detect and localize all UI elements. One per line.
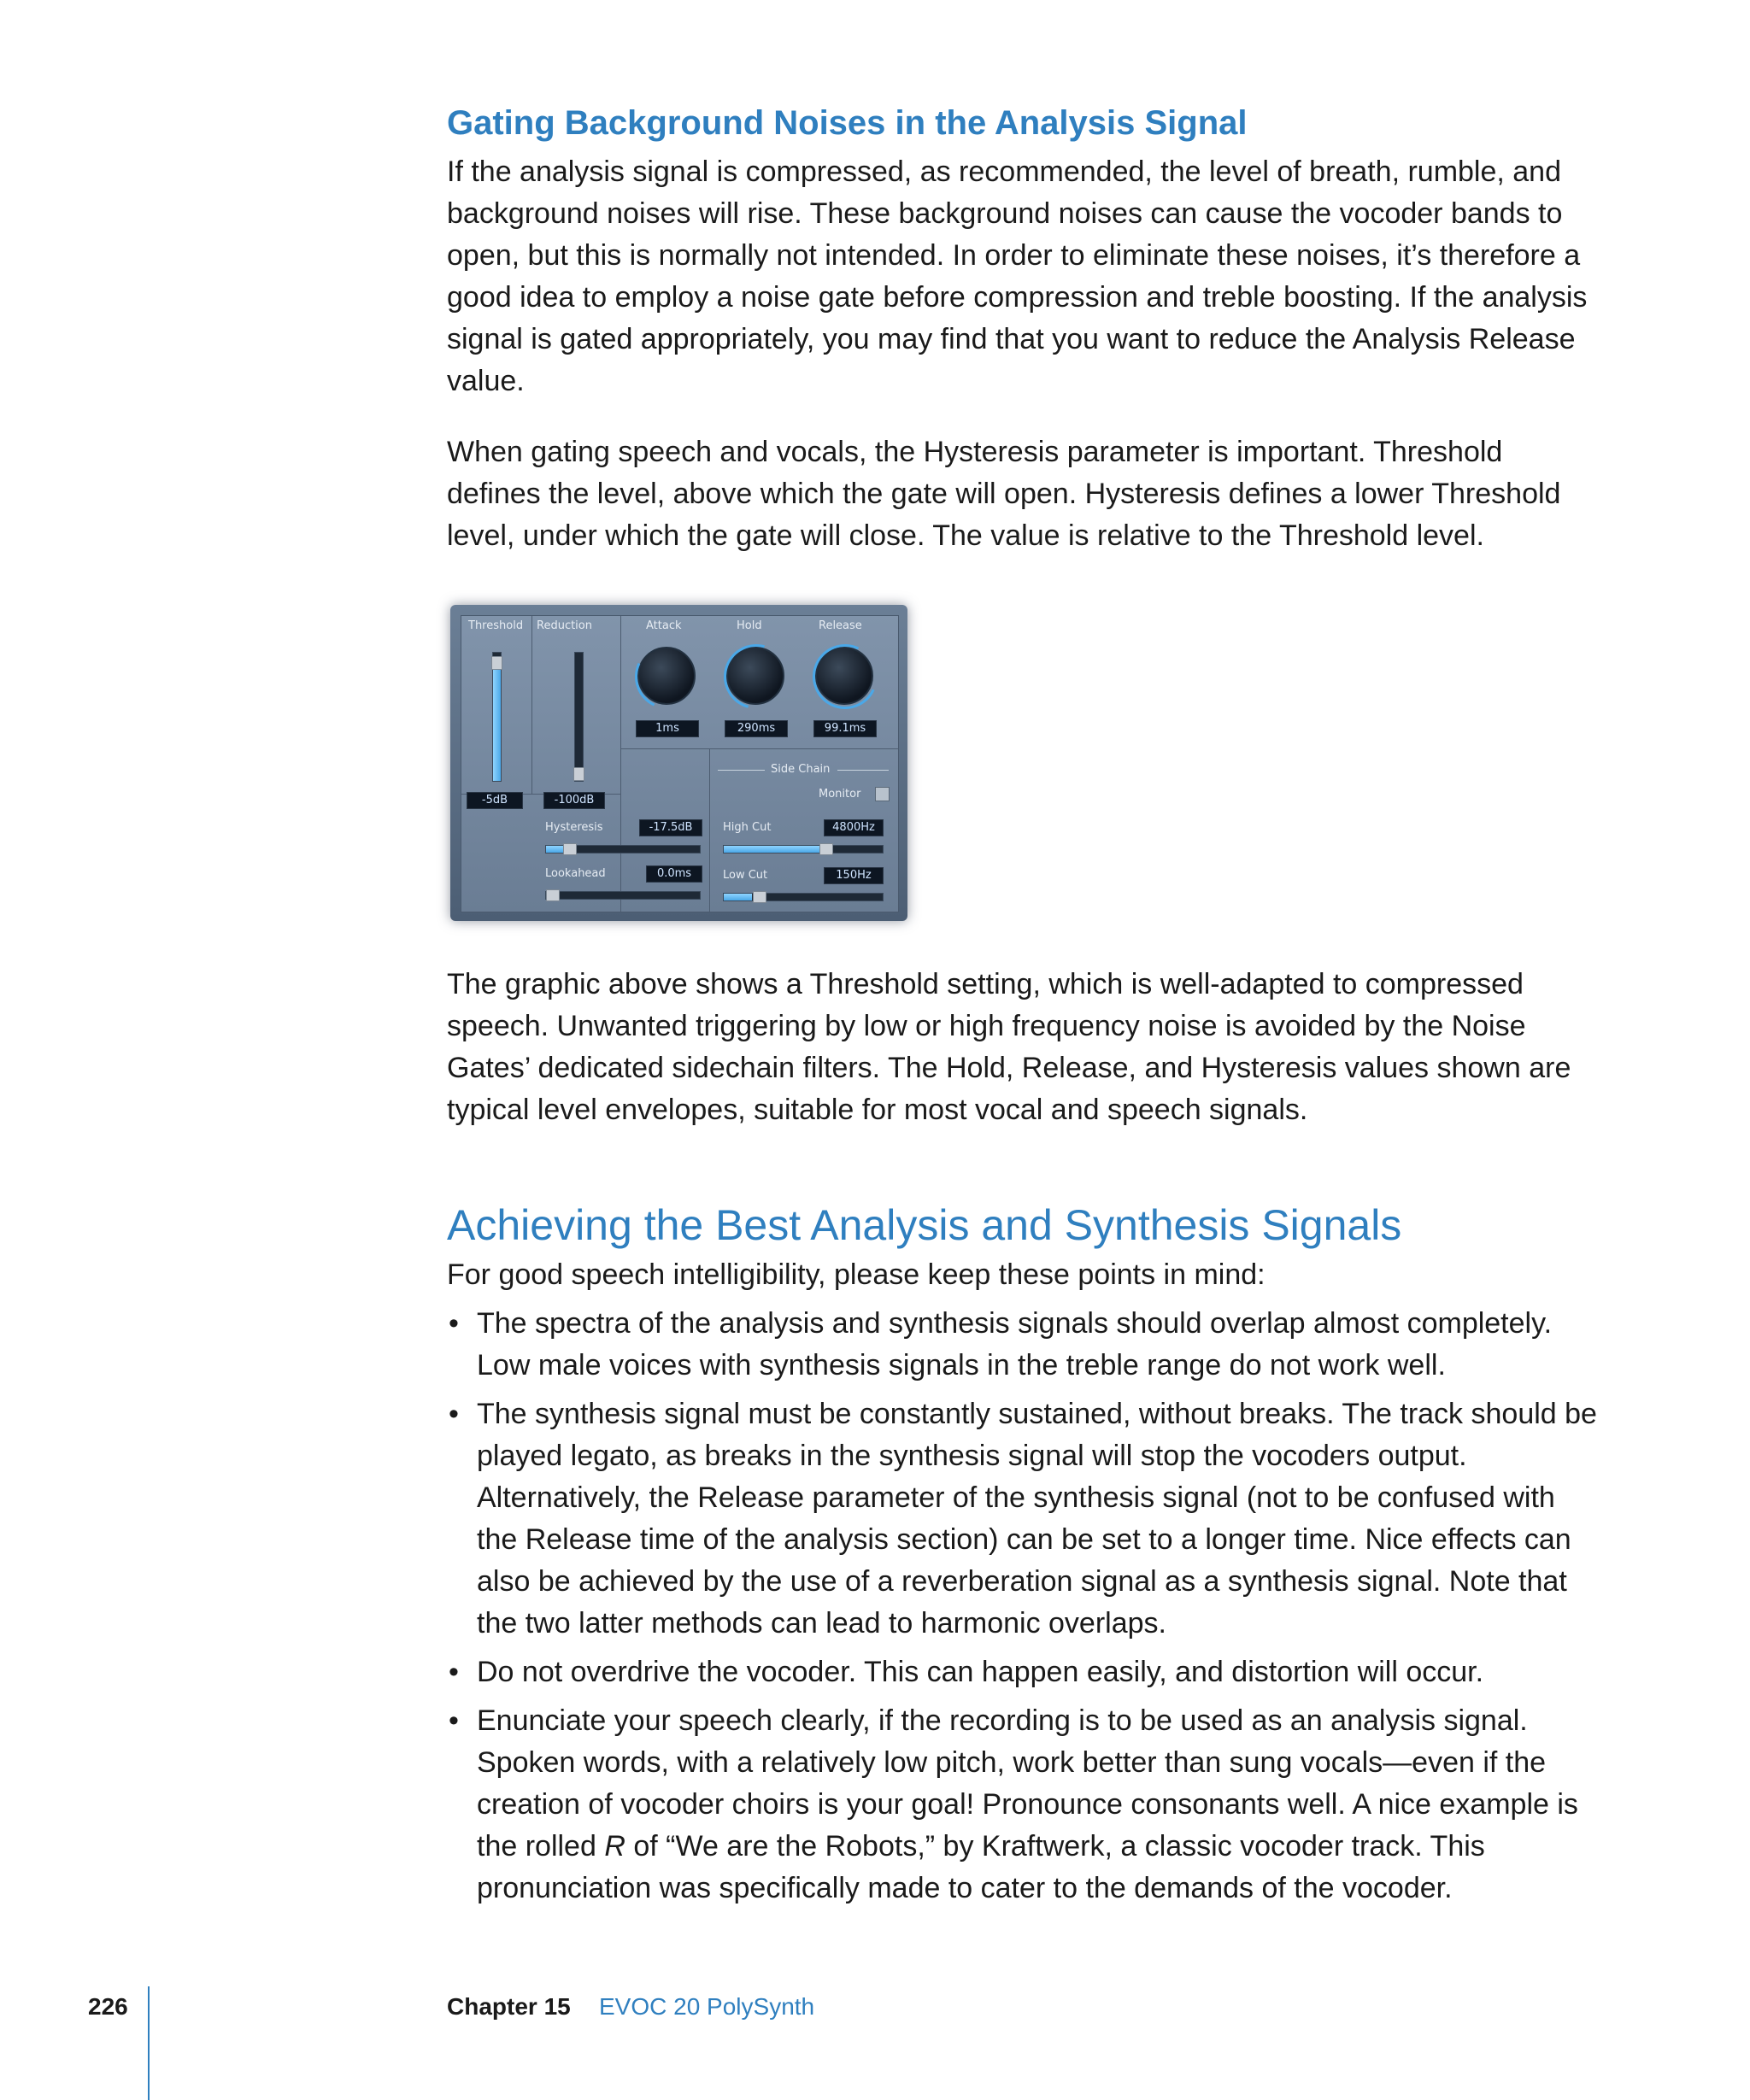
footer-rule (148, 1986, 150, 2100)
hold-value[interactable]: 290ms (725, 720, 788, 737)
hysteresis-slider-handle[interactable] (563, 843, 577, 855)
hysteresis-value[interactable]: -17.5dB (639, 819, 702, 836)
chapter-title: EVOC 20 PolySynth (599, 1993, 815, 2020)
monitor-checkbox[interactable] (875, 787, 890, 801)
divider (620, 616, 621, 912)
hold-knob[interactable] (726, 647, 784, 705)
list-item: • The synthesis signal must be constantly sustained, without breaks. The track should be played legato, as breaks in the synthesis signal will stop the vocoders output. Alternatively, the Release parameter of the synthesis signal (not to be confused with the Release time of the analysis section) can be set to a longer time. Nice effects can also be achieved by the use of a reverberation signal as a synthesis signal. Note that the two latter methods can lead to harmonic overlaps. (447, 1393, 1600, 1645)
divider (620, 748, 898, 749)
attack-label: Attack (646, 619, 682, 632)
hold-knob-ring (712, 632, 801, 721)
plugin-panel (461, 615, 899, 912)
attack-knob-ring (625, 635, 708, 718)
release-label: Release (819, 619, 862, 632)
release-knob-ring (803, 635, 886, 718)
list-item: • Enunciate your speech clearly, if the recording is to be used as an analysis signal. Spoken words, with a relatively low pitch, work better than sung vocals—even if the creation of vocoder choirs is your goal! Pronounce consonants well. A nice example is the rolled R of “We are the Robots,” by Kraftwerk, a classic vocoder track. This pronunciation was specifically made to cater to the demands of the vocoder. (447, 1700, 1600, 1909)
attack-value[interactable]: 1ms (636, 720, 699, 737)
chapter-label: Chapter 15 (447, 1993, 571, 2020)
hold-label: Hold (737, 619, 762, 632)
low-cut-value[interactable]: 150Hz (824, 867, 884, 884)
low-cut-label: Low Cut (723, 869, 768, 882)
reduction-slider[interactable] (574, 652, 584, 782)
paragraph-gating-1: If the analysis signal is compressed, as recommended, the level of breath, rumble, and background noises will rise. These background noises can cause the vocoder bands to open, but this is normally not intended. In order to eliminate these noises, it’s therefore a good idea to employ a noise gate before compression and treble boosting. If the analysis signal is gated appropriately, you may find that you want to reduce the Analysis Release value. (447, 155, 1588, 397)
hysteresis-label: Hysteresis (545, 821, 603, 834)
side-chain-rule (718, 770, 765, 771)
lookahead-slider-handle[interactable] (546, 889, 560, 901)
high-cut-slider[interactable] (723, 845, 884, 853)
low-cut-slider-handle[interactable] (753, 891, 766, 903)
reduction-value[interactable]: -100dB (543, 792, 605, 809)
attack-knob[interactable] (637, 647, 696, 705)
threshold-label: Threshold (468, 619, 524, 632)
divider (709, 748, 710, 912)
paragraph-figure-caption: The graphic above shows a Threshold setting, which is well-adapted to compressed speech. Unwanted triggering by low or high frequency noise is avoided by the Noise Gates’ dedicated sidechain filters. The Hold, Release, and Hysteresis values shown are typical level envelopes, suitable for most vocal and speech signals. (447, 968, 1571, 1126)
threshold-slider-fill (493, 663, 501, 781)
side-chain-label: Side Chain (771, 763, 831, 776)
lookahead-label: Lookahead (545, 867, 606, 880)
low-cut-slider-fill (724, 894, 752, 900)
threshold-slider-handle[interactable] (491, 656, 502, 670)
monitor-label: Monitor (819, 788, 861, 801)
release-knob[interactable] (815, 647, 873, 705)
list-item: • Do not overdrive the vocoder. This can happen easily, and distortion will occur. (447, 1651, 1600, 1693)
bullet-icon: • (449, 1704, 459, 1737)
low-cut-slider[interactable] (723, 893, 884, 901)
high-cut-label: High Cut (723, 821, 772, 834)
noise-gate-plugin-figure (450, 605, 907, 921)
page-number: 226 (88, 1993, 128, 2020)
hysteresis-slider[interactable] (545, 845, 701, 853)
high-cut-slider-fill (724, 846, 819, 853)
lookahead-value[interactable]: 0.0ms (646, 865, 702, 883)
list-item: • The spectra of the analysis and synthesis signals should overlap almost completely. Low male voices with synthesis signals in the treble range do not work well. (447, 1303, 1600, 1387)
threshold-value[interactable]: -5dB (467, 792, 523, 809)
high-cut-slider-handle[interactable] (819, 843, 833, 855)
reduction-slider-handle[interactable] (573, 767, 584, 781)
release-value[interactable]: 99.1ms (813, 720, 877, 737)
reduction-label: Reduction (537, 619, 592, 632)
bullet-icon: • (449, 1398, 459, 1430)
high-cut-value[interactable]: 4800Hz (824, 819, 884, 836)
paragraph-intro: For good speech intelligibility, please keep these points in mind: (447, 1258, 1266, 1291)
section-heading-best-signals: Achieving the Best Analysis and Synthesis Signals (447, 1201, 1402, 1249)
side-chain-rule (837, 770, 889, 771)
section-heading-gating: Gating Background Noises in the Analysis Signal (447, 104, 1248, 142)
bullet-icon: • (449, 1307, 459, 1340)
paragraph-gating-2: When gating speech and vocals, the Hysteresis parameter is important. Threshold defines the level, above which the gate will open. Hysteresis defines a lower Threshold level, under which the gate will close. The value is relative to the Threshold level. (447, 436, 1561, 552)
hysteresis-slider-fill (546, 846, 563, 853)
divider (531, 616, 532, 794)
bullet-list (447, 1303, 1600, 1916)
lookahead-slider[interactable] (545, 891, 701, 900)
threshold-slider[interactable] (492, 652, 502, 782)
bullet-icon: • (449, 1656, 459, 1688)
